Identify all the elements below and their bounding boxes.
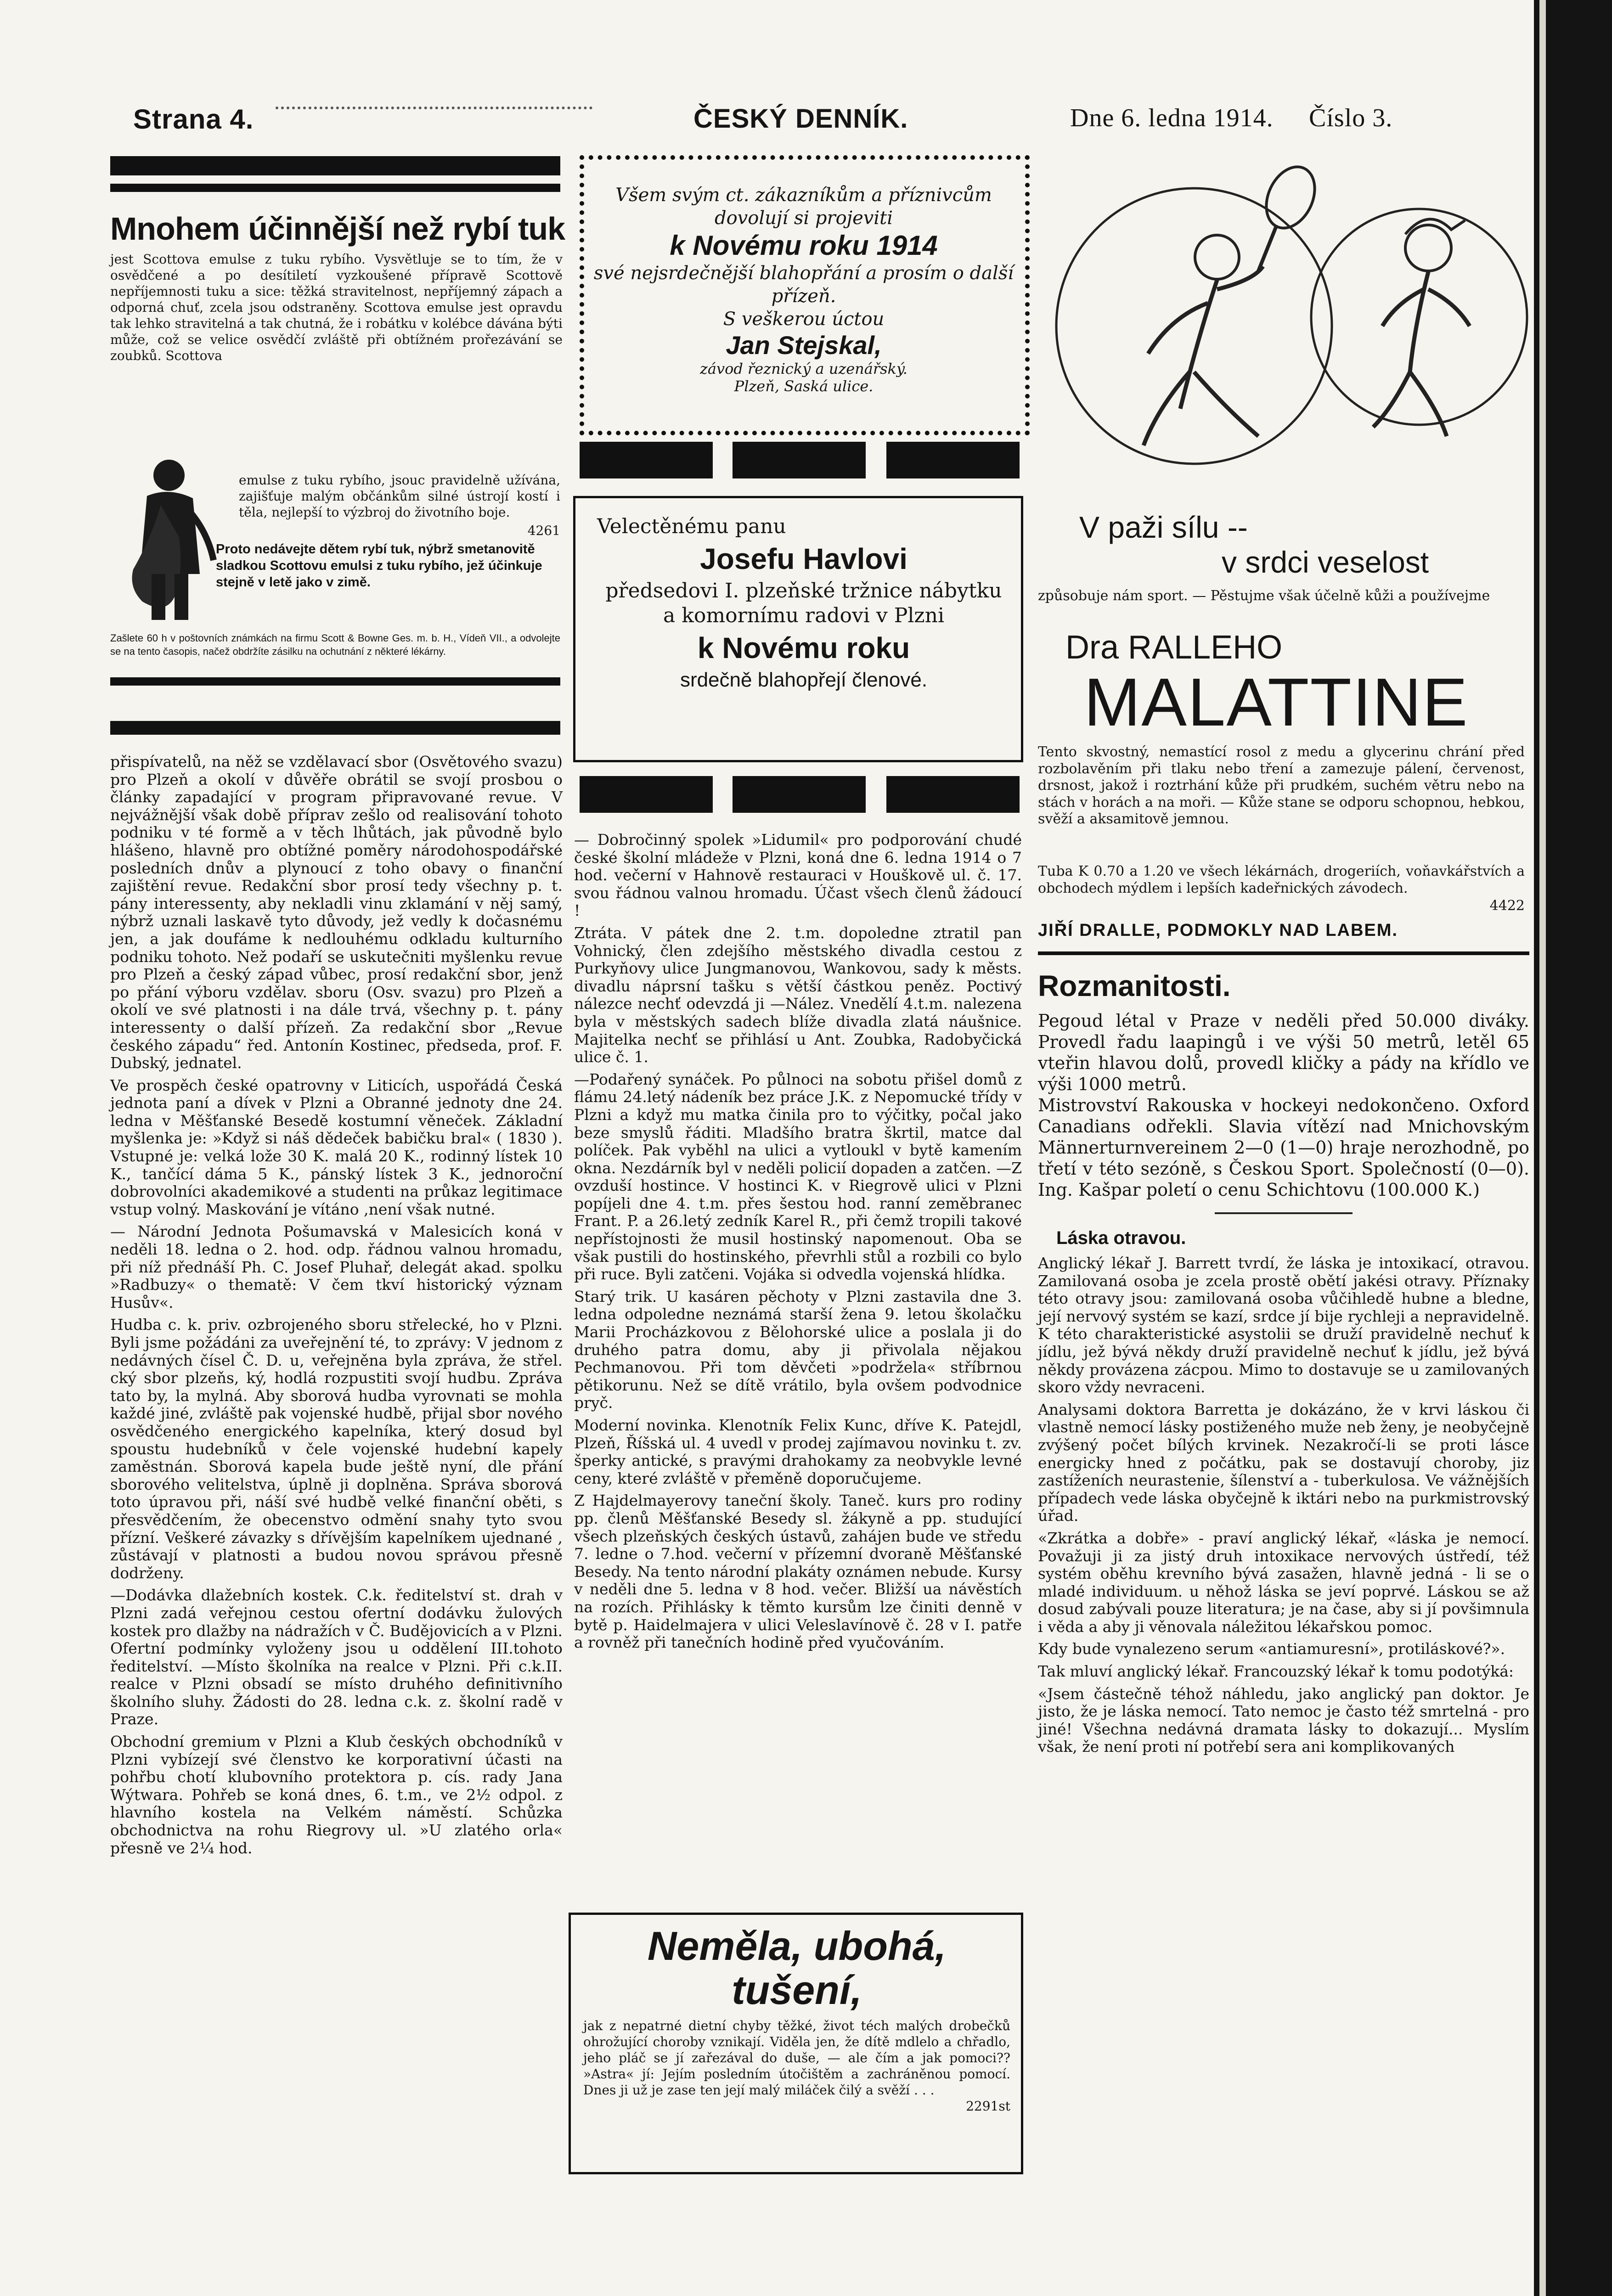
scott-ad-body-cont: emulse z tuku rybího, jsouc pravidelně užívána, zajišťuje malým občánkům silné ústrojí kostí i těla, nejlepší to výzbroj do životního boje. [239,473,560,520]
news-ztrata-nalez: Ztráta. V pátek dne 2. t.m. dopoledne ztratil pan Vohnický, člen zdejšího městského divadla cestou z Purkyňovy ulice Jungmanovou, Wankovou, sady k městs. divadlu náprsní tašku s větší částkou peněz. Poctivý nálezce nechť odevzdá ji —Nález. Vnedělí 4.t.m. nalezena byla v městských sadech blíže divadla zlatá náušnice. Majitelka nechť se přihlásí u Ant. Zoubka, Radobyčická ulice č. 1. [574,923,1022,1066]
laska-article [1038,1255,1529,1756]
astra-body: jak z nepatrné dietní chyby těžké, život téch malých drobečků ohrožující choroby vznikají. Viděla jen, že dítě mdlelo a chřadlo, jeho pláč se jí zařezával do duše, — ale čím a jak pomoci?? »Astra« jí: Jejím posledním útočištěm a zachráněnou pomocí. Dnes ji už je zase ten její malý miláček čilý a svěží . . . [583,2018,1010,2098]
news-dlazebni-kostky: —Dodávka dlažebních kostek. C.k. ředitelství st. drah v Plzni zadá veřejnou cestou ofertní dodávku žulových kostek pro dlažby na nádražích v Č. Budějovicích a v Plzni. Ofertní podmínky vyloženy jsou u oddělení III.tohoto ředitelství. —Místo školníka na realce v Plzni. Při c.k.II. realce v Plzni obsadí se místo druhého definitivního školního sluhy. Žádosti do 28. ledna c.k. z. školní radě v Praze. [110,1586,563,1728]
ad-bottom-bar [110,721,560,735]
havlov-line3: předsedovi I. plzeňské tržnice nábytku a komornímu radovi v Plzni [605,579,1002,627]
news-tanecni-skola: Z Hajdelmayerovy taneční školy. Taneč. kurs pro rodiny pp. členů Měšťanské Besedy sl. žákyně a pp. studující všech plzeňských českých ústavů, zahájen bude ve středu 7. ledne o 7.hod. večerní v přízemní dvoraně Měšťanské Besedy. Na tento národní plakáty oznámen nebude. Kursy v neděli dne 5. ledna v 8 hod. večer. Bližší ua návěstích na rozích. Přihlásky k těmto kursům lze činiti denně v bytě p. Haidelmajera v ulici Veleslavínově č. 28 v I. patře a rovněž při tanečních hodině před vyučováním. [574,1491,1022,1652]
black-block [580,442,713,478]
news-synacek-hostinec: —Podařený synáček. Po půlnoci na sobotu přišel domů z flámu 24.letý nádeník bez práce J.K. z Nepomucké třídy v Plzni a když mu matka činila pro to výčitky, počal jako beze smyslů řáditi. Mladšího bratra škrtil, matce dal políček. Pak vyběhl na ulici a vytloukl v bytě kamením okna. Nezdárník byl v neděli policií dopaden a zatčen. —Z ovzduší hostince. V hostinci K. v Riegrově ulici v Plzni popíjeli dne 4. t.m. přes šestou hod. ranní zeměbranec Frant. P. a 26.letý zedník Karel R., při čemž tropili takové nepřístojnosti že musil hostinský napomenout. Oba se však pustili do hostinského, převrhli stůl a rozbili co bylo při ruce. Byli zatčeni. Vojáka si odvedla vojenská hlídka. [574,1070,1022,1283]
havlov-name: Josefu Havlovi [700,542,907,575]
stejskal-greeting-ad [592,184,1015,395]
stejskal-line1: Všem svým ct. zákazníkům a příznivcům dovolují si projeviti [615,185,992,229]
news-strelecky-sbor-hudba: Hudba c. k. priv. ozbrojeného sboru střelecké, ho v Plzni. Byli jsme požádáni za uveřejnění té, to zprávy: V jednom z nedávných čísel Č. D. u, veřejněna byla zpráva, že střel. cký sbor plzeňs, ký, hodlá rozpustiti svojí hudbu. Zpráva tato by, la mylná. Aby sborová hudba vyrovnati se mohla každé jiné, zvláště pak vojenské hudbě, přijal sbor nového osvědčeného energického kapelníka, který dosud byl spoustu hudebníků v čele vojenské hudební kapely zaměstnán. Sborová kapela bude ještě nyní, dle přání sborového velitelstva, úplně ji doplněna. Správa sborová toto úpravou při, náší své hudbě velké finanční oběti, s přesvědčením, že obecenstvo odmění snahy tyto svou přízní. Veškeré závazky s dřívějším kapelníkem ujednané , zůstávají v platnosti a budou novou správou přesně dodrženy. [110,1316,563,1582]
stejskal-line2: k Novému roku 1914 [670,230,938,261]
stejskal-business: závod řeznický a uzenářský. [700,360,907,377]
news-stary-trik: Starý trik. U kasáren pěchoty v Plzni zastavila dne 3. ledna odpoledne neznámá starší žena 9. letou školačku Marii Procházkovou z Bělohorské ulice a poslala ji do druhého patra domu, aby ji přivolala nějakou Pechmanovou. Při tom děvčeti »podržela« stříbrnou pětikorunu. Než se dítě vrátilo, byla ovšem podvodnice pryč. [574,1287,1022,1412]
scott-ad-bold-claim: Proto nedávejte dětem rybí tuk, nýbrž smetanovitě sladkou Scottovu emulsi z tuku rybího, jež účinkuje stejně v letě jako v zimě. [216,542,542,590]
section-divider [1215,1212,1353,1214]
slogan-line2: v srdci veselost [1222,545,1429,579]
malattine-ad-slogan [1038,510,1534,580]
stejskal-name: Jan Stejskal, [726,331,882,360]
scott-ad-title: Mnohem účinnější než rybí tuk [110,211,565,247]
astra-title-2: tušení, [732,1967,862,2013]
news-malesice: — Národní Jednota Pošumavská v Malesicích koná v neděli 18. ledna o 2. hod. odp. řádnou valnou hromadu, při níž přednáší Ph. C. Josef Pluhař, delegát akad. spolku »Radbuzy« o thematě: V čem tkví historický význam Husův«. [110,1222,563,1311]
havlov-line5: srdečně blahopřejí členové. [680,669,928,691]
malattine-text2: Tento skvostný, nemastící rosol z medu a glycerinu chrání před rozbolavěním při tlaku nebo tření a zamezuje pálení, červenost, drsnost, jakož i roztrhání kůže při prudkém, suchém větru nebo na stách v horách a na moři. — Kůže stane se odporu schopnou, hebkou, svěží a aksamitově jemnou. [1038,744,1525,827]
laska-p2: Analysami doktora Barretta je dokázáno, že v krvi láskou či vlastně nemocí lásky postiženého muže neb ženy, je neobyčejně zvýšený počet bílých krvinek. Nezakročí-li se proti lásce energicky hned z počátku, pak se dostavují choroby, jiz zastíženích neurastenie, šílenství a - tuberkulosa. Ve vážnějších případech vede láska obyčejně k iktári nebo na purkmistrovský úřad. [1038,1400,1529,1525]
page-number: Strana 4. [133,104,254,135]
issue-number: Číslo 3. [1309,104,1393,132]
black-block [733,776,866,813]
news-lidumil: — Dobročinný spolek »Lidumil« pro podporování chudé české školní mládeže v Plzni, koná dne 6. ledna 1914 o 7 hod. večerní v Hahnově restauraci v Houškově ul. č. 17. svou řádnou valnou hromadu. Účast všech členů žádoucí ! [574,831,1022,920]
astra-title-1: Neměla, ubohá, [647,1923,947,1969]
black-block [733,442,866,478]
havlov-greeting-ad [597,514,1010,692]
havlov-line1: Velectěnému panu [597,515,786,538]
laska-p3: «Zkrátka a dobře» - praví anglický lékař, «láska je nemocí. Považuji ji za jistý druh intoxikace nervových ústředí, též systém oběhu krevního bývá zasažen, hlavně jedná - li se o mladé individuum. u něhož láska se jeví poprvé. Láskou se až dosud zabývali pouze literatura; je na čase, aby si jí povšimnula i věda a aby ji věnovala náležitou lékařskou pomoc. [1038,1529,1529,1636]
news-revue: přispívatelů, na něž se vzdělavací sbor (Osvětového svazu) pro Plzeň a okolí v důvěře obrátil se svojí prosbou o články zapadající v program připravované revue. V nejvážnější však době příprav zešlo od realisování tohoto podniku v té formě a v těch lhůtách, jak původně bylo hlášeno, hlavně pro obtížné poměry národohospodářské posledních dnův a plynoucí z toho obavy o finanční zajištění revue. Redakční sbor prosí tedy všechny p. t. pány interessenty, aby nekladli vinu zklamání v něj samý, nýbrž uznali laskavě tyto důvody, jež vedly k dočasnému jen, a jak doufáme k nedlouhému odkladu kulturního podniku tohoto. Než podaří se uskutečniti myšlenku revue pro Plzeň a český západ vůbec, prosí redakční sbor, jenž po přání výboru vzdělav. sboru (Osv. svazu) pro Plzeň a okolí ve své platnosti i na dále trvá, všechny p. t. pány interessenty o další přízeň. Za redakční sbor „Revue českého západu“ řed. Antonín Kostinec, předseda, prof. F. Dubský, jednatel. [110,753,563,1072]
malattine-number: 4422 [1489,898,1525,914]
stejskal-address: Plzeň, Saská ulice. [734,377,874,395]
rozmanitosti-heading: Rozmanitosti. [1038,969,1231,1002]
news-litice-opatrovna: Ve prospěch české opatrovny v Liticích, uspořádá Česká jednota paní a dívek v Plzni a Obranné jednoty dne 24. ledna v Měšťanské Besedě kostumní věneček. Základní myšlenka je: »Když si náš dědeček babičku bral« ( 1830 ). Vstupné je: velká lože 30 K. malá 20 K., rodinný lístek 10 K., tančící dáma 5 K., pánský lístek 3 K., jednoroční dobrovolníci akademikové a studenti na průkaz legitimace vstup volný. Maskování je vítáno ,není však nutné. [110,1076,563,1218]
right-rule [1038,951,1529,955]
ad-top-bar [110,156,560,175]
malattine-text1: způsobuje nám sport. — Pěstujme však účelně kůži a používejme [1038,588,1490,604]
stejskal-line4: S veškerou úctou [723,309,885,330]
laska-p1: Anglický lékař J. Barrett tvrdí, že láska je intoxikací, otravou. Zamilovaná osoba je zcela prostě obětí jakési otravy. Příznaky této otravy jsou: zamilovaná osoba vůčihledě hubne a bledne, její nervový systém se kazí, srdce jí bije rychleji a nepravidelně. K této charakteristické asystolii se druží pravidelně nechuť k jídlu, jež bývá někdy druží pravidelně nechuť k jídlu, jež bývá někdy provázena zácpou. Mimo to dostavuje se u zamilovaných skoro vždy nevraceni. [1038,1254,1529,1396]
issue-date: Dne 6. ledna 1914. [1070,104,1274,132]
newspaper-title: ČESKÝ DENNÍK. [693,104,908,134]
malattine-brand-prefix: Dra RALLEHO [1065,629,1283,666]
rozmanitosti-section [1038,969,1529,1757]
astra-number: 2291st [966,2099,1010,2114]
news-moderni-novinka: Moderní novinka. Klenotník Felix Kunc, dříve K. Patejdl, Plzeň, Říšská ul. 4 uvedl v prodej zajímavou novinku t. zv. šperky antické, s pravými drahokamy za neobvykle levné ceny, které zvláště v přeměně doporučujeme. [574,1416,1022,1487]
scott-emulsion-ad [110,209,563,364]
astra-ad [583,1924,1010,2114]
malattine-text3: Tuba K 0.70 a 1.20 ve všech lékárnách, drogeriích, voňavkářstvích a obchodech mýdlem i lepších kadeřnických závodech. [1038,863,1525,896]
ad-top-bar-thin [110,184,560,192]
ad-bottom-bar-thin [110,677,560,686]
malattine-maker: JIŘÍ DRALLE, PODMOKLY NAD LABEM. [1038,921,1398,940]
rozmanitosti-hockey: Mistrovství Rakouska v hockeyi nedokončeno. Oxford Canadians odřekli. Slavia vítězí nad Mnichovským Männerturnvereinem 2—0 (1—0) hraje nerozhodně, po třetí v této sezóně, s Českou Sport. Společností (0—0). Ing. Kašpar poletí o cenu Schichtovu (100.000 K.) [1038,1095,1529,1200]
middle-news-column [574,831,1022,1653]
havlov-line4: k Novému roku [697,631,910,664]
laska-heading: Láska otravou. [1056,1228,1186,1248]
page-edge-strip [1539,0,1546,2296]
scott-ad-number: 4261 [527,523,560,538]
fisherman-logo-image [115,455,220,625]
header-dotted-rule [276,107,592,109]
laska-p5: Tak mluví anglický lékař. Francouzský lékař k tomu podotýká: [1038,1662,1514,1681]
laska-p4: Kdy bude vynalezeno serum «antiamuresní», protiláskové?». [1038,1640,1505,1658]
black-block [886,442,1020,478]
stejskal-line3: své nejsrdečnější blahopřání a prosím o další přízeň. [593,263,1014,307]
laska-p6: «Jsem částečně téhož náhledu, jako anglický pan doktor. Je jisto, že je láska nemocí. Tato nemoc je často též smrtelná - pro jiné! Všechna nedávná dramata lásky to dokazují... Myslím však, že není proti ní potřebí sera ani komplikovaných [1038,1684,1529,1756]
slogan-line1: V paži sílu -- [1079,510,1248,544]
news-obchodni-gremium: Obchodní gremium v Plzni a Klub českých obchodníků v Plzni vybízejí své členstvo ke korporativní účasti na pohřbu chotí klubovního protektora p. cís. rady Jana Wýtwara. Pohřeb se koná dnes, 6. t.m., ve 2½ odpol. z hlavního kostela na Velkém náměstí. Schůzka obchodnictva na rohu Riegrovy ul. »U zlatého orla« přesně ve 2¼ hod. [110,1733,563,1857]
left-news-column [110,753,563,1858]
sport-illustration-image [1043,152,1529,501]
black-block [886,776,1020,813]
rozmanitosti-pegoud: Pegoud létal v Praze v neděli před 50.000 diváky. Provedl řadu laapingů i ve výši 50 metrů, letěl 65 vteřin hlavou dolů, provedl kličky a pády na křídlo ve výši 1000 metrů. [1038,1011,1529,1094]
malattine-brand: MALATTINE [1084,664,1469,740]
scott-ad-fineprint: Zašlete 60 h v poštovních známkách na firmu Scott & Bowne Ges. m. b. H., Vídeň VII., a odvolejte se na tento časopis, načež obdržíte zásilku na ochutnání z některé lékárny. [110,632,560,657]
scott-ad-body: jest Scottova emulse z tuku rybího. Vysvětluje se to tím, že v osvědčené a po desítiletí vyzkoušené přípravě Scottově nepříjemnosti tuku a sice: těžká stravitelnost, nepříjemný zápach a odporná chuť, zcela jsou odstraněny. Scottova emulse jest opravdu tak lehko stravitelná a tak chutná, že i robátku v kolébce dávána býti může, což se velice osvědčí zvláště při obtížném prořezávání se zoubků. Scottova [110,252,563,363]
black-block [580,776,713,813]
